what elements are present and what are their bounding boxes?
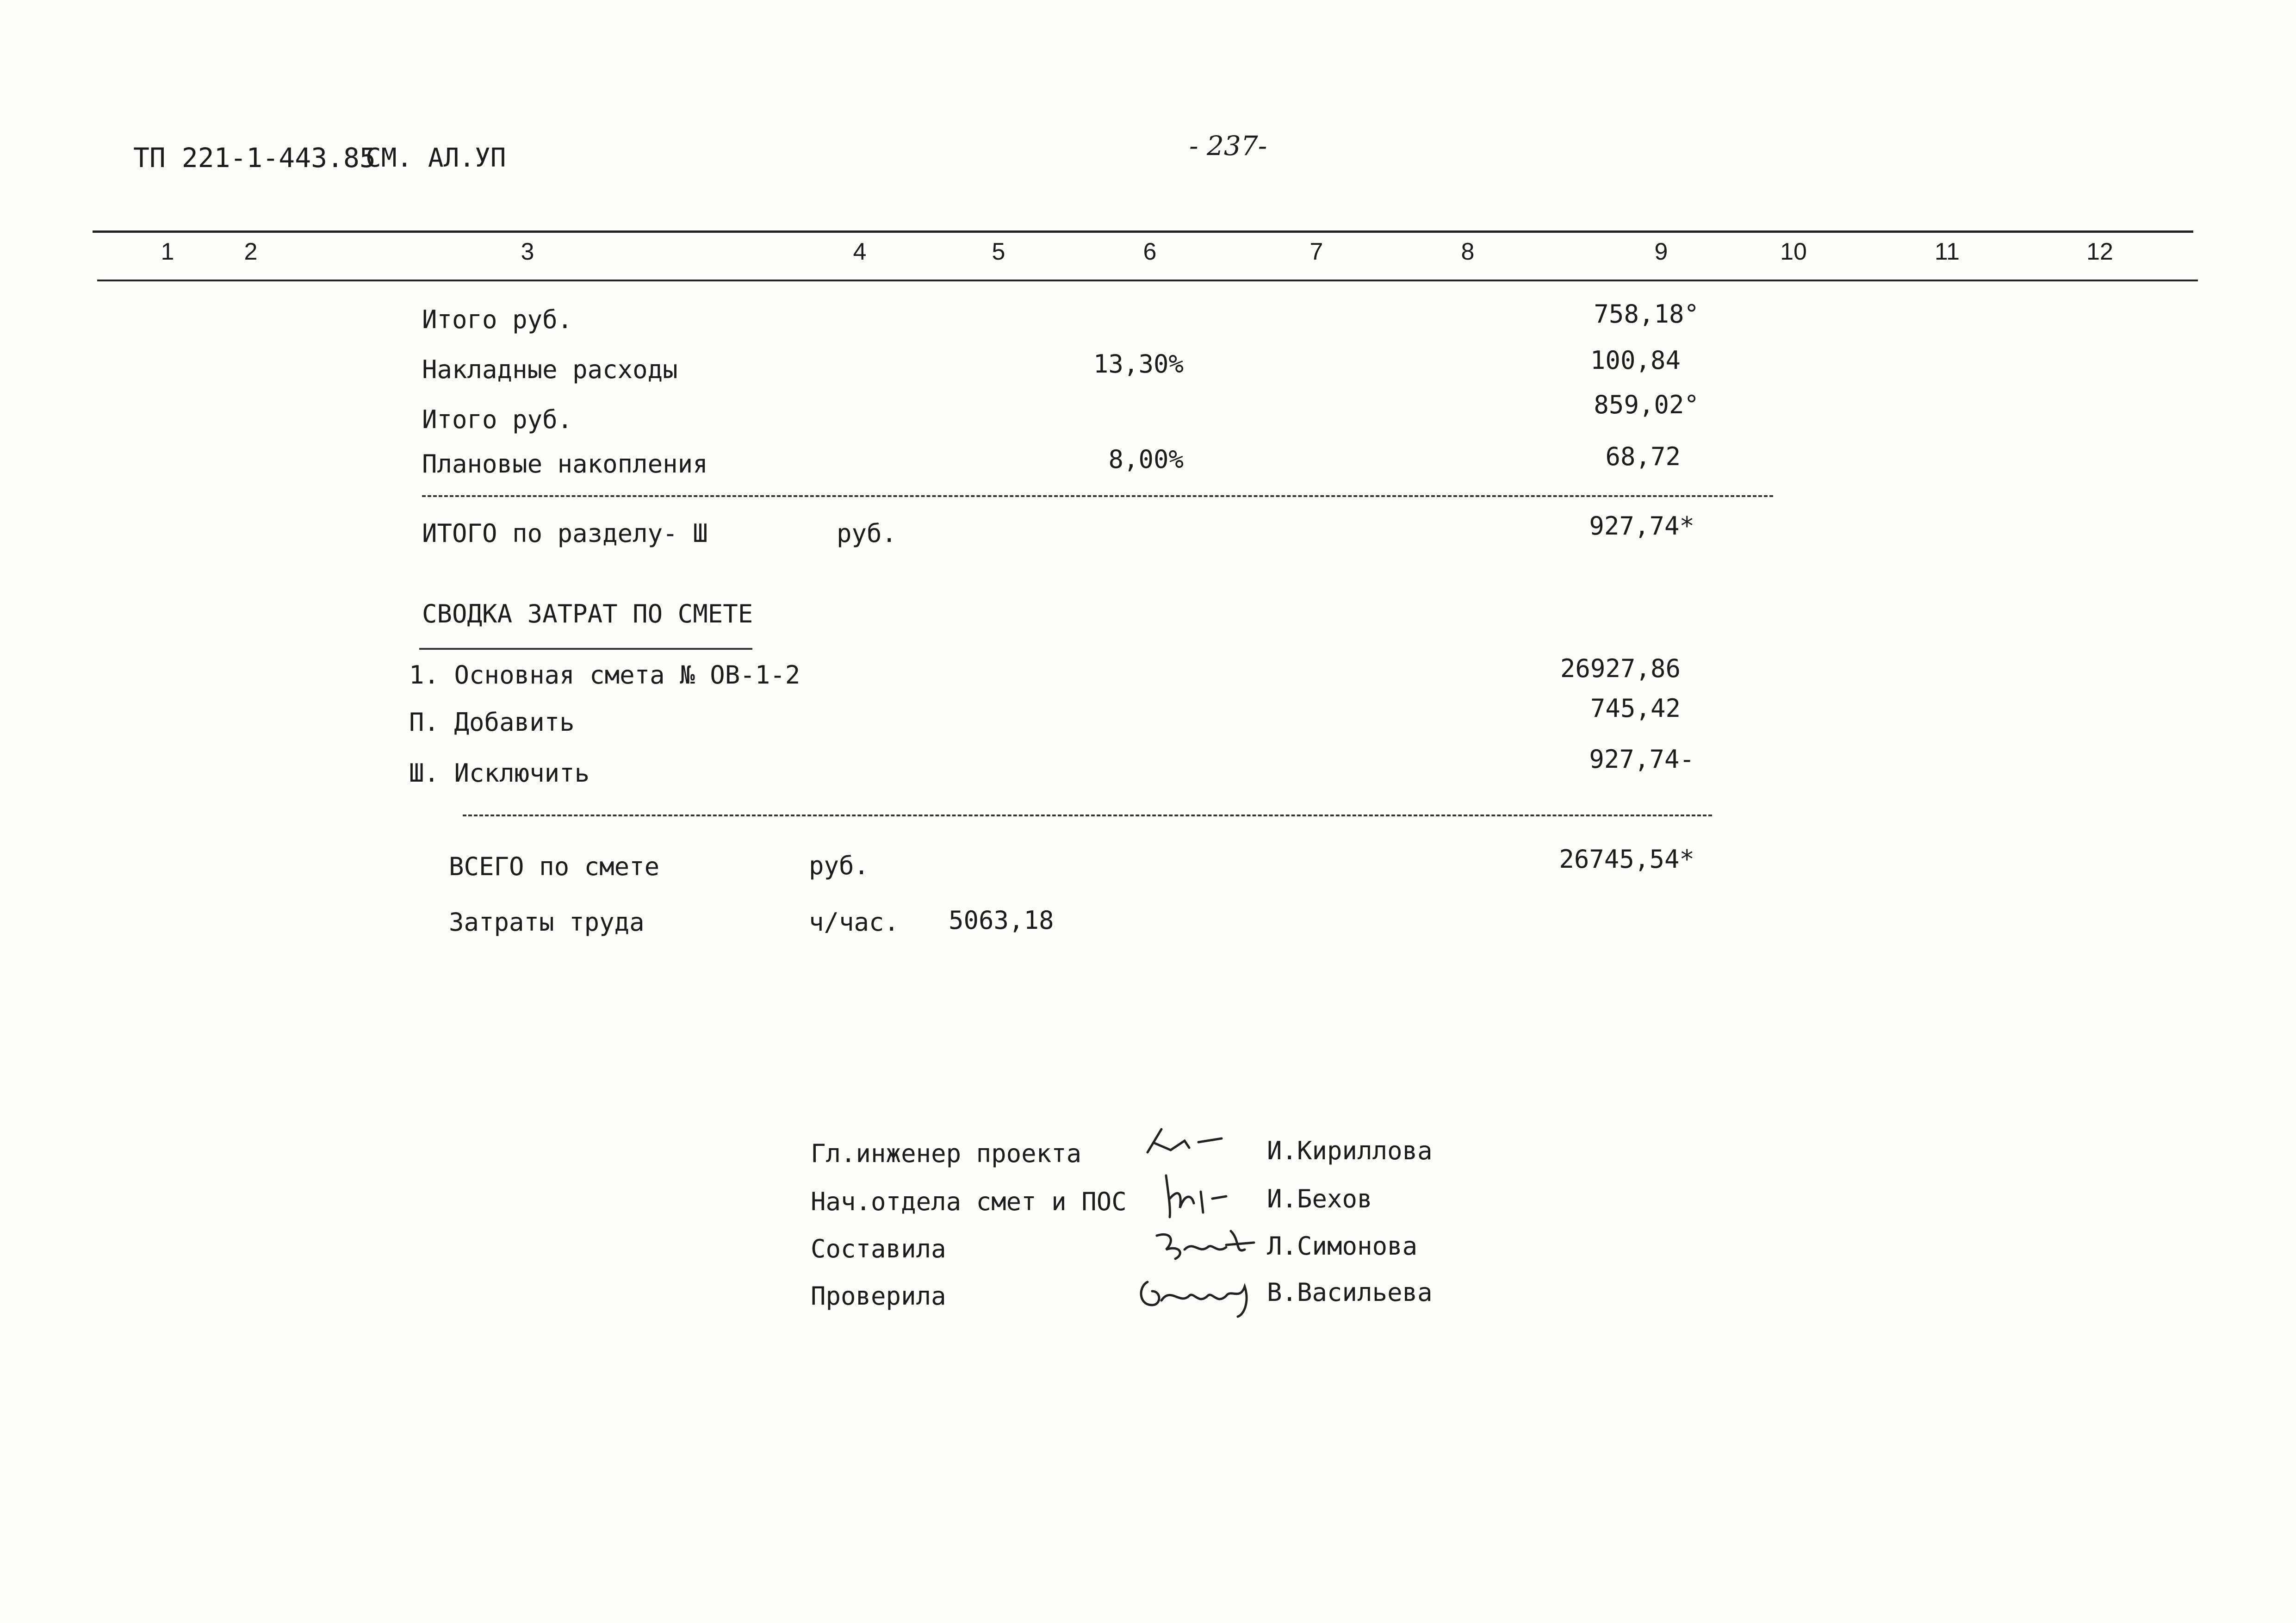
signatory-role: Гл.инженер проекта [811,1139,1082,1168]
grand-total-label: ВСЕГО по смете [449,852,660,881]
signatory-name: И.Бехов [1267,1184,1372,1213]
labor-label: Затраты труда [449,908,645,937]
column-number: 7 [1309,238,1323,265]
row-label: Плановые накопления [422,449,708,479]
summary-row-value: 26927,86 [1560,654,1681,683]
table-top-rule [93,230,2193,233]
summary-row-value: 745,42 [1590,694,1681,723]
row-value: 68,72 [1605,442,1681,471]
row-percent: 8,00% [1108,445,1184,474]
summary-title: СВОДКА ЗАТРАТ ПО СМЕТЕ [422,599,753,628]
grand-total-separator [463,815,1712,816]
table-header-bottom-rule [97,280,2198,281]
row-value: 100,84 [1590,346,1681,375]
signatory-role: Проверила [811,1281,946,1311]
column-number: 8 [1461,238,1475,265]
column-number: 5 [992,238,1005,265]
signatory-role: Составила [811,1234,946,1263]
labor-value: 5063,18 [949,906,1054,935]
row-percent: 13,30% [1093,349,1184,379]
subtotal-separator [422,495,1773,497]
section-total-value: 927,74* [1589,511,1694,541]
column-number: 12 [2086,238,2113,265]
row-label: Итого руб. [422,405,573,434]
document-code: ТП 221-1-443.85 [133,142,376,174]
sheet-reference: СМ. АЛ.УП [366,143,506,173]
section-total-unit: руб. [837,519,897,548]
page-number: - 237- [1189,130,1267,162]
labor-unit: ч/час. [809,908,900,937]
handwritten-signature [1143,1125,1245,1162]
row-label: Итого руб. [422,305,573,334]
column-number: 6 [1143,238,1157,265]
summary-title-underline [419,648,752,650]
signatory-name: Л.Симонова [1267,1231,1418,1261]
handwritten-signature [1134,1268,1254,1319]
row-value: 859,02° [1594,390,1699,419]
summary-row-value: 927,74- [1589,745,1694,774]
column-number: 1 [161,238,174,265]
column-number: 11 [1935,238,1960,265]
signatory-name: И.Кириллова [1267,1136,1433,1165]
row-value: 758,18° [1594,299,1699,329]
handwritten-signature [1157,1166,1249,1222]
summary-row-label: 1. Основная смета № ОВ-1-2 [409,660,800,690]
grand-total-value: 26745,54* [1559,845,1694,874]
section-total-label: ИТОГО по разделу- Ш [422,519,708,548]
handwritten-signature [1152,1222,1259,1268]
column-number: 10 [1780,238,1807,265]
row-label: Накладные расходы [422,355,678,384]
signatory-role: Нач.отдела смет и ПОС [811,1187,1127,1216]
grand-total-unit: руб. [809,851,869,880]
column-number: 3 [521,238,534,265]
signatory-name: В.Васильева [1267,1278,1433,1307]
summary-row-label: П. Добавить [409,708,575,737]
summary-row-label: Ш. Исключить [409,759,590,788]
column-number: 9 [1654,238,1668,265]
column-number: 2 [244,238,258,265]
column-number: 4 [853,238,867,265]
